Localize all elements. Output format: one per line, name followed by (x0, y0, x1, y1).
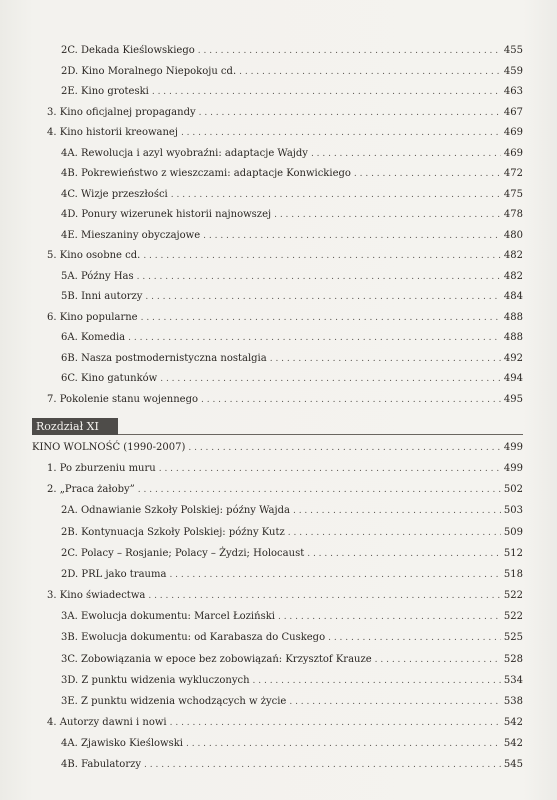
toc-entry (61, 350, 523, 368)
toc-entry-page-number: 499 (503, 442, 523, 453)
toc-entry (47, 309, 523, 327)
toc-entry-page-number: 488 (503, 332, 523, 343)
dot-leader (354, 165, 501, 183)
toc-entry-title: 6. Kino popularne (47, 311, 138, 323)
toc-entry (32, 439, 523, 457)
chapter-heading-rule (118, 434, 523, 435)
toc-entry (61, 288, 523, 306)
dot-leader (144, 756, 501, 774)
toc-entry-title: 3C. Zobowiązania w epoce bez zobowiązań: Krzysztof Krauze (61, 653, 372, 665)
toc-entry-title: 2D. PRL jako trauma (61, 568, 167, 580)
dot-leader (288, 524, 501, 542)
toc-entry (47, 391, 523, 409)
toc-entry-title: 4A. Rewolucja i azyl wyobraźni: adaptacje Wajdy (61, 147, 308, 159)
toc-entry (47, 124, 523, 142)
toc-entry-page-number: 528 (503, 653, 523, 665)
toc-entry-title: 2D. Kino Moralnego Niepokoju cd. (61, 65, 237, 77)
toc-entry-title: 3. Kino świadectwa (47, 590, 146, 602)
toc-entry-title: KINO WOLNOŚĆ (1990-2007) (32, 442, 186, 453)
dot-leader (159, 460, 501, 478)
toc-entry (61, 370, 523, 388)
dot-leader (148, 587, 501, 605)
toc-entry-page-number: 522 (503, 611, 523, 623)
toc-entry-page-number: 472 (503, 168, 523, 179)
toc-entry-page-number: 463 (503, 86, 523, 97)
toc-entry-title: 2. „Praca żałoby” (47, 484, 135, 496)
toc-entry (61, 524, 523, 542)
toc-entry-page-number: 518 (503, 568, 523, 580)
toc-entry-title: 4C. Wizje przeszłości (61, 188, 168, 200)
toc-entry (61, 206, 523, 224)
toc-entry-page-number: 480 (503, 229, 523, 241)
toc-entry (61, 629, 523, 647)
toc-entry-page-number: 482 (503, 270, 523, 282)
toc-entry-title: 5B. Inni autorzy (61, 291, 143, 302)
toc-entry-page-number: 467 (503, 106, 523, 118)
toc-entry (61, 329, 523, 347)
toc-entry-page-number: 488 (503, 311, 523, 323)
toc-entry-title: 6B. Nasza postmodernistyczna nostalgia (61, 352, 267, 364)
dot-leader (293, 502, 501, 520)
toc-entry-title: 2C. Dekada Kieślowskiego (61, 45, 195, 56)
toc-entry-page-number: 542 (503, 738, 523, 750)
dot-leader (253, 672, 501, 690)
dot-leader (138, 481, 501, 499)
toc-entry-page-number: 469 (503, 147, 523, 159)
dot-leader (239, 63, 501, 81)
toc-entry (47, 460, 523, 478)
toc-entry (61, 735, 523, 753)
dot-leader (137, 268, 501, 286)
toc-entry (61, 145, 523, 163)
toc-entry-title: 4E. Mieszaniny obyczajowe (61, 229, 201, 241)
dot-leader (289, 693, 501, 711)
toc-entry-title: 3. Kino oficjalnej propagandy (47, 106, 196, 118)
dot-leader (145, 288, 500, 306)
toc-entry-title: 4A. Zjawisko Kieślowski (61, 738, 183, 750)
dot-leader (311, 145, 501, 163)
toc-entry-page-number: 538 (503, 695, 523, 707)
toc-entry-page-number: 545 (503, 759, 523, 771)
dot-leader (171, 186, 501, 204)
dot-leader (181, 124, 501, 142)
toc-entry-title: 2C. Polacy – Rosjanie; Polacy – Żydzi; Holocaust (61, 547, 305, 559)
toc-entry (61, 693, 523, 711)
dot-leader (198, 42, 501, 60)
toc-entry (61, 165, 523, 183)
dot-leader (143, 247, 501, 265)
toc-entry-page-number: 482 (503, 250, 523, 261)
toc-entry (47, 481, 523, 499)
toc-entry-page-number: 475 (503, 188, 523, 200)
toc-entry-page-number: 502 (503, 484, 523, 496)
toc-entry-title: 2A. Odnawianie Szkoły Polskiej: późny Wajda (61, 505, 290, 517)
toc-entry-title: 3E. Z punktu widzenia wchodzących w życie (61, 695, 287, 707)
dot-leader (199, 104, 501, 122)
dot-leader (170, 714, 501, 732)
toc-entry-title: 6C. Kino gatunków (61, 373, 158, 384)
dot-leader (152, 83, 501, 101)
dot-leader (160, 370, 501, 388)
toc-entry (61, 608, 523, 626)
toc-entry-title: 6A. Komedia (61, 332, 126, 343)
dot-leader (169, 566, 500, 584)
toc-entry (61, 63, 523, 81)
toc-entry (61, 83, 523, 101)
toc-entry-title: 3A. Ewolucja dokumentu: Marcel Łoziński (61, 611, 275, 623)
toc-entry (47, 714, 523, 732)
dot-leader (201, 391, 501, 409)
dot-leader (203, 227, 501, 245)
toc-entry (61, 186, 523, 204)
toc-entry-title: 4. Kino historii kreowanej (47, 127, 178, 138)
toc-entry-title: 2E. Kino groteski (61, 86, 149, 97)
toc-entry-title: 7. Pokolenie stanu wojennego (47, 393, 198, 405)
toc-entry-page-number: 512 (503, 547, 523, 559)
toc-entry (61, 566, 523, 584)
toc-entry (61, 268, 523, 286)
toc-entry-page-number: 459 (503, 65, 523, 77)
toc-entry-page-number: 503 (503, 505, 523, 517)
toc-entry (61, 502, 523, 520)
toc-entry-page-number: 455 (503, 45, 523, 56)
toc-entry-title: 4B. Pokrewieństwo z wieszczami: adaptacje Konwickiego (61, 168, 351, 179)
toc-entry-page-number: 492 (503, 352, 523, 364)
dot-leader (274, 206, 501, 224)
toc-entry-title: 3D. Z punktu widzenia wykluczonych (61, 674, 250, 686)
toc-entry (61, 672, 523, 690)
dot-leader (270, 350, 501, 368)
toc-entry-page-number: 525 (503, 632, 523, 644)
toc-entry-page-number: 534 (503, 674, 523, 686)
toc-entry (61, 756, 523, 774)
dot-leader (278, 608, 501, 626)
dot-leader (141, 309, 501, 327)
dot-leader (328, 629, 501, 647)
chapter-heading: Rozdział XI (32, 418, 118, 435)
dot-leader (128, 329, 501, 347)
toc-entry-title: 4D. Ponury wizerunek historii najnowszej (61, 209, 272, 220)
toc-entry (47, 587, 523, 605)
toc-entry-title: 2B. Kontynuacja Szkoły Polskiej: późny Kutz (61, 526, 285, 538)
toc-entry (47, 247, 523, 265)
toc-entry-page-number: 499 (503, 463, 523, 475)
toc-entry (61, 545, 523, 563)
toc-entry-page-number: 542 (503, 716, 523, 728)
toc-entry-title: 3B. Ewolucja dokumentu: od Karabasza do Cuskego (61, 632, 326, 644)
toc-entry-title: 4. Autorzy dawni i nowi (47, 716, 167, 728)
toc-entry (61, 227, 523, 245)
toc-entry (47, 104, 523, 122)
toc-entry-page-number: 495 (503, 393, 523, 405)
toc-entry-title: 1. Po zburzeniu muru (47, 463, 156, 475)
toc-entry (61, 42, 523, 60)
toc-entry-title: 5. Kino osobne cd. (47, 250, 141, 261)
toc-entry-page-number: 494 (503, 373, 523, 384)
toc-entry-title: 4B. Fabulatorzy (61, 759, 142, 771)
toc-entry-page-number: 522 (503, 590, 523, 602)
dot-leader (307, 545, 501, 563)
dot-leader (186, 735, 501, 753)
toc-entry-title: 5A. Późny Has (61, 270, 134, 282)
toc-entry-page-number: 484 (503, 291, 523, 302)
toc-entry-page-number: 469 (503, 127, 523, 138)
dot-leader (375, 651, 501, 669)
toc-entry-page-number: 478 (503, 209, 523, 220)
dot-leader (188, 439, 501, 457)
toc-entry-page-number: 509 (503, 526, 523, 538)
toc-entry (61, 651, 523, 669)
